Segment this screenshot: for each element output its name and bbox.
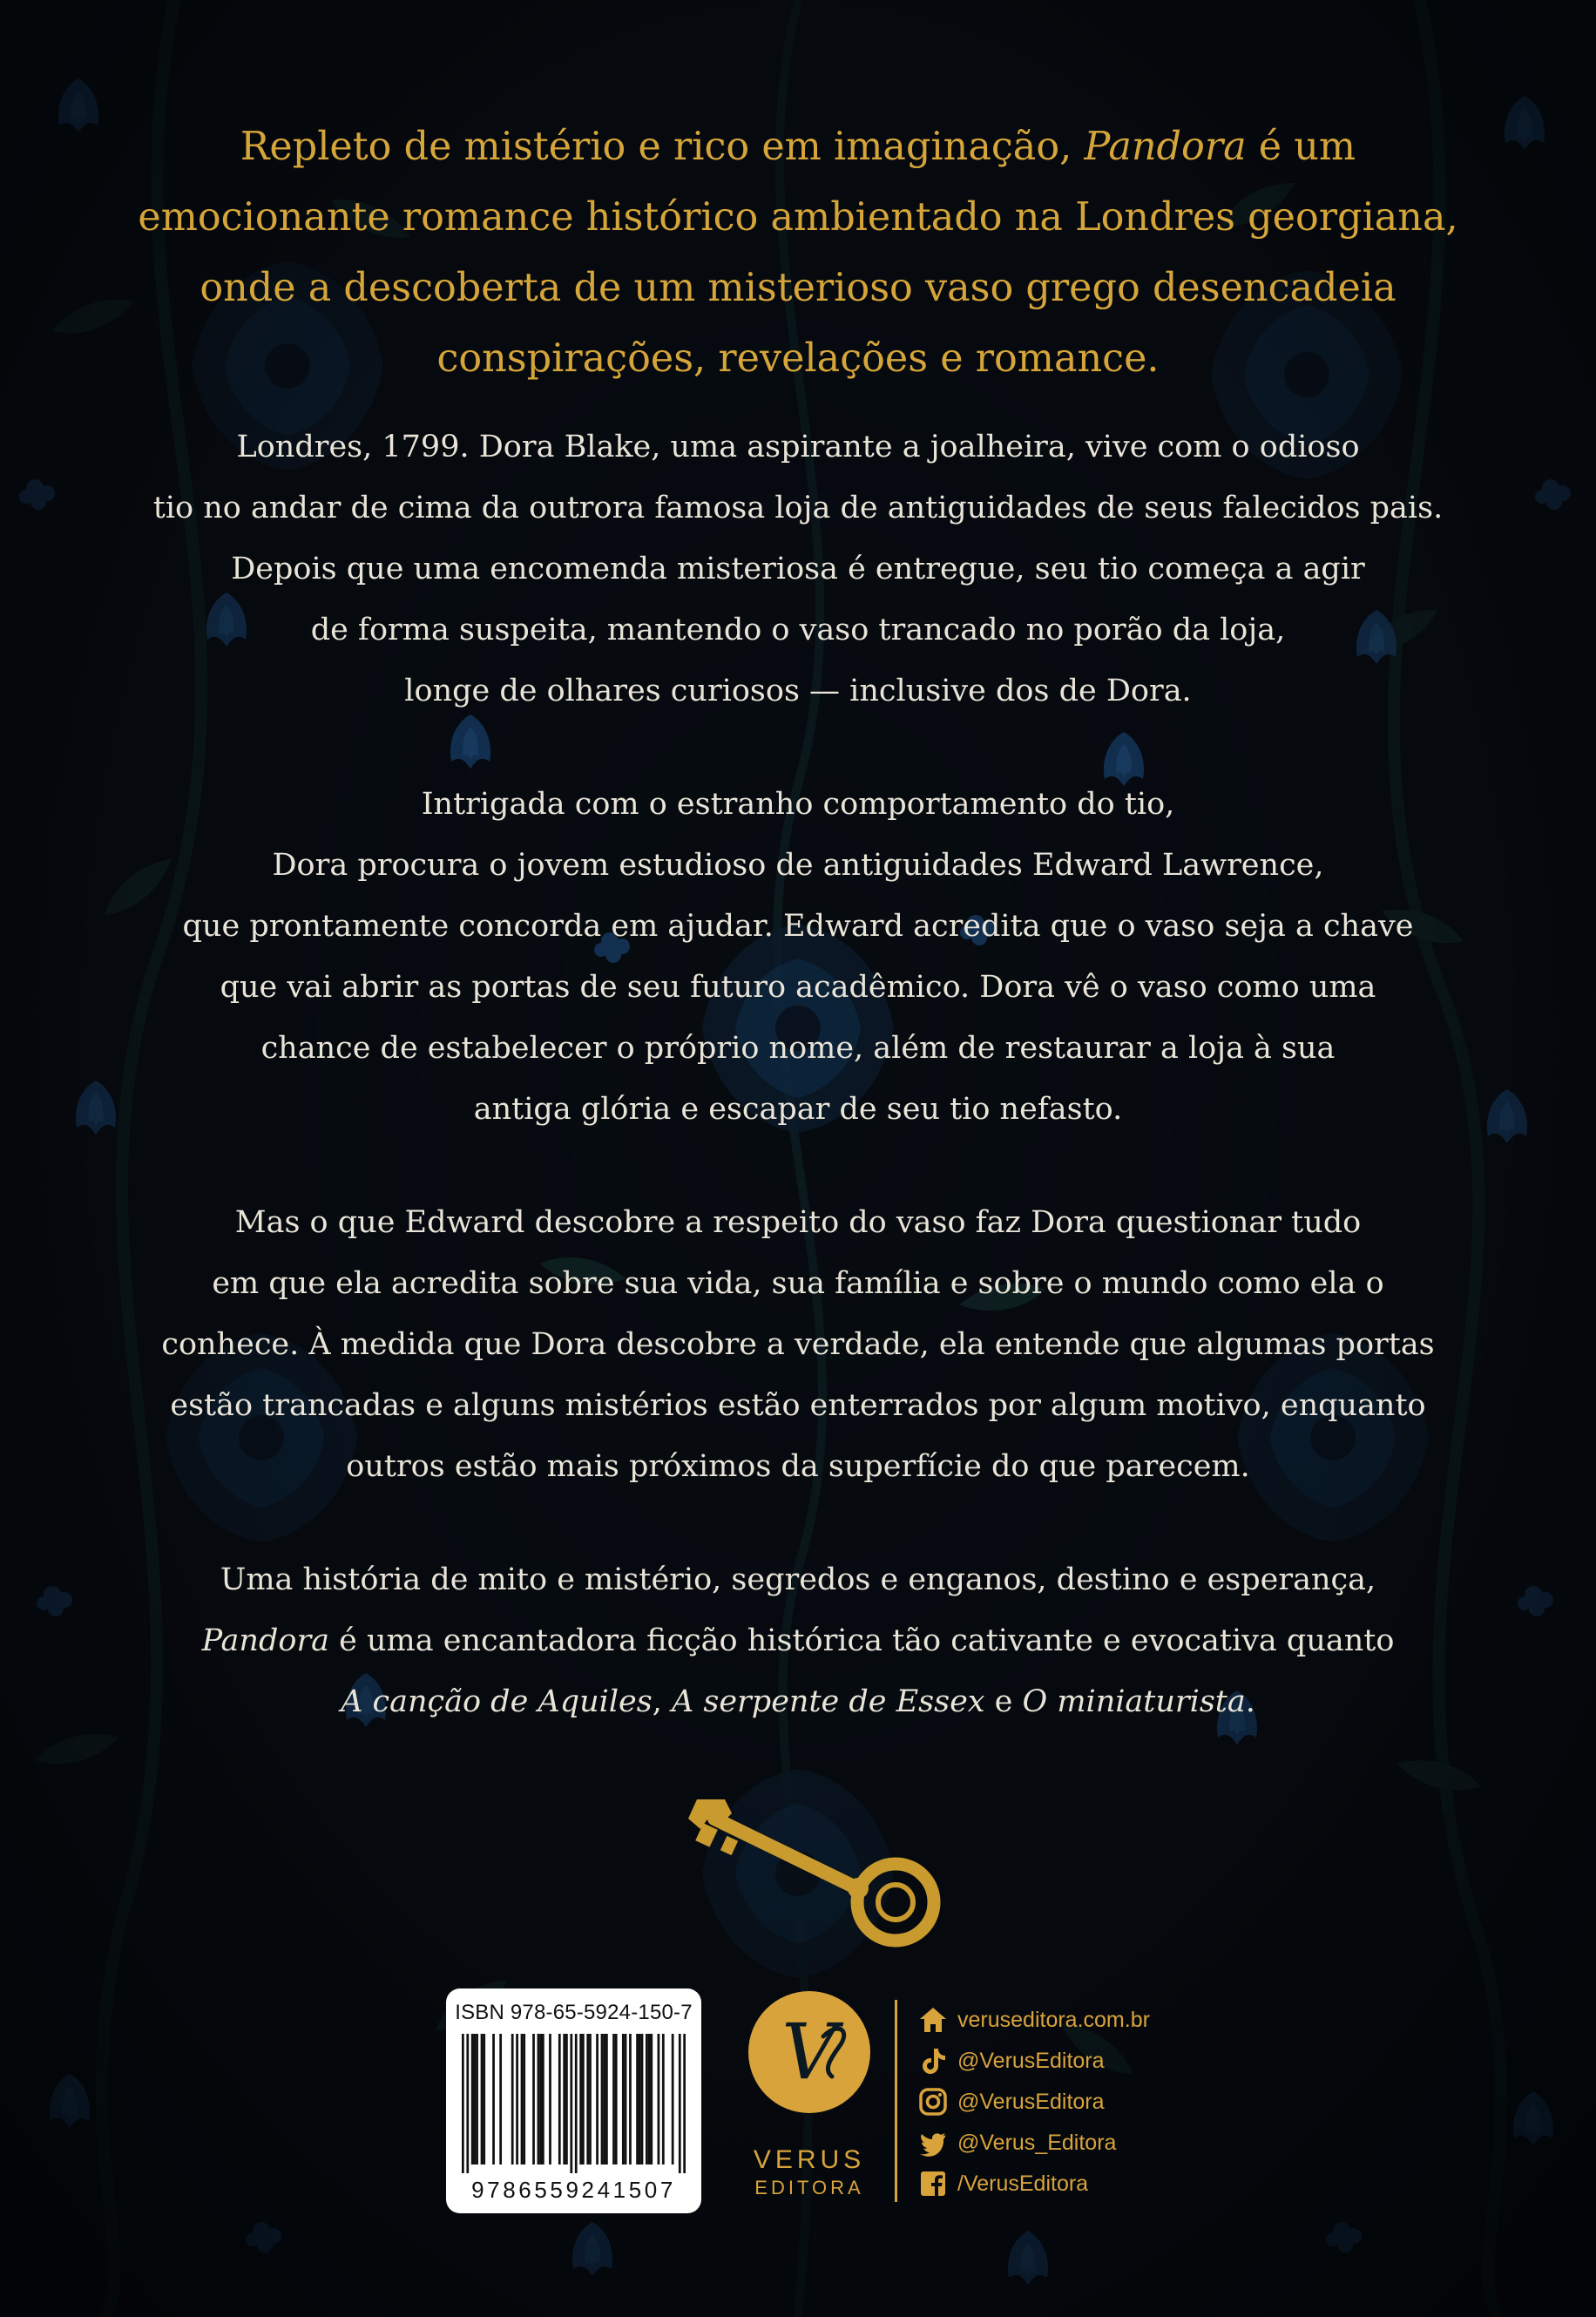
barcode-bar [603,2034,605,2165]
barcode-bar [650,2034,653,2165]
barcode-bar [629,2034,632,2165]
barcode-bar [658,2034,660,2165]
barcode-bars [462,2034,686,2173]
isbn-label: ISBN 978-65-5924-150-7 [455,2001,693,2024]
barcode-bar [615,2034,618,2165]
barcode-bar [466,2034,469,2173]
isbn-digits: 9786559241507 [471,2177,676,2203]
barcode-bar [646,2034,648,2165]
tiktok-icon [917,2045,949,2076]
barcode-bar [481,2034,484,2165]
barcode-bar [476,2034,478,2165]
blurb-line: conspirações, revelações e romance. [436,336,1160,381]
svg-text:V: V [781,2007,837,2097]
barcode-bar [605,2034,608,2165]
barcode-bar [586,2034,589,2165]
barcode-bar [532,2034,535,2165]
synopsis-paragraph-1: Londres, 1799. Dora Blake, uma aspirante a joalheira, vive com o odioso tio no andar de cima da outrora famosa loja de antiguidades de seus falecidos pais. Depois que uma encomenda misteriosa é entregue, seu tio começa a agir de forma suspeita, mantendo o vaso trancado no porão da loja, longe de olhares curiosos — inclusive dos de Dora. [152,430,1444,708]
barcode-bar [622,2034,625,2165]
barcode-bar [612,2034,615,2165]
barcode-bar [499,2034,502,2165]
divider [895,2000,897,2202]
facebook-link[interactable]: /VerusEditora [917,2165,1150,2203]
barcode-bar [474,2034,477,2165]
isbn-barcode [446,1988,701,2213]
barcode-bar [625,2034,627,2165]
blurb-text [0,112,1596,394]
barcode-bar [575,2034,578,2173]
barcode-bar [601,2034,604,2165]
barcode-bar [492,2034,495,2165]
barcode-bar [579,2034,582,2165]
synopsis-paragraph-4: Uma história de mito e mistério, segredos e enganos, destino e esperança, Pandora é uma encantadora ficção histórica tão cativante e evocativa quanto A canção de Aquiles, A serpente de Essex e O miniaturista. [201,1562,1395,1719]
barcode-bar [589,2034,592,2165]
barcode-bar [639,2034,641,2165]
barcode-bar [539,2034,542,2165]
barcode-bar [596,2034,598,2165]
synopsis-paragraph-3: Mas o que Edward descobre a respeito do vaso faz Dora questionar tudo em que ela acredita sobre sua vida, sua família e sobre o mundo como ela o conhece. À medida que Dora descobre a verdade, ela entende que algumas portas estão trancadas e alguns mistérios estão enterrados por algum motivo, enquanto outros estão mais próximos da superfície do que parecem. [161,1205,1435,1484]
barcode-bar [538,2034,540,2165]
synopsis-paragraph-2: Intrigada com o estranho comportamento do tio, Dora procura o jovem estudioso de antiguidades Edward Lawrence, que prontamente concorda em ajudar. Edward acredita que o vaso seja a chave que vai abrir as portas de seu futuro acadêmico. Dora vê o vaso como uma chance de estabelecer o próprio nome, além de restaurar a loja à sua antiga glória e escapar de seu tio nefasto. [182,787,1414,1127]
blurb-line: emocionante romance histórico ambientado na Londres georgiana, [138,195,1458,240]
barcode-bar [636,2034,639,2165]
tiktok-link[interactable]: @VerusEditora [917,2042,1150,2080]
social-links [917,2001,1150,2205]
home-icon [917,2004,949,2036]
twitter-icon [917,2127,949,2158]
blurb-line: onde a descoberta de um misterioso vaso grego desencadeia [200,266,1396,310]
barcode-bar [641,2034,644,2165]
barcode-bar [558,2034,561,2165]
blurb-line: Repleto de mistério e rico em imaginação, Pandora é um [240,125,1356,169]
barcode-bar [549,2034,551,2165]
barcode-bar [511,2034,514,2165]
barcode-bar [516,2034,518,2165]
barcode-bar [471,2034,474,2165]
twitter-link[interactable]: @Verus_Editora [917,2124,1150,2162]
barcode-bar [462,2034,464,2173]
barcode-bar [542,2034,544,2165]
barcode-bar [683,2034,686,2173]
barcode-bar [672,2034,674,2165]
barcode-bar [521,2034,524,2165]
website-link[interactable]: veruseditora.com.br [917,2001,1150,2039]
barcode-bar [582,2034,585,2165]
logo-monogram [748,1991,870,2113]
instagram-icon [917,2086,949,2117]
barcode-bar [565,2034,568,2165]
barcode-bar [662,2034,665,2165]
barcode-bar [570,2034,572,2173]
publisher-name: VERUS [753,2145,866,2174]
barcode-bar [523,2034,525,2165]
barcode-bar [483,2034,485,2165]
instagram-link[interactable]: @VerusEditora [917,2083,1150,2121]
barcode-bar [679,2034,681,2173]
barcode-bar [648,2034,651,2165]
publisher-logo [745,1991,876,2209]
key-icon [680,1765,958,1948]
barcode-bar [563,2034,565,2165]
publisher-subtitle: EDITORA [754,2177,864,2198]
facebook-icon [917,2168,949,2199]
